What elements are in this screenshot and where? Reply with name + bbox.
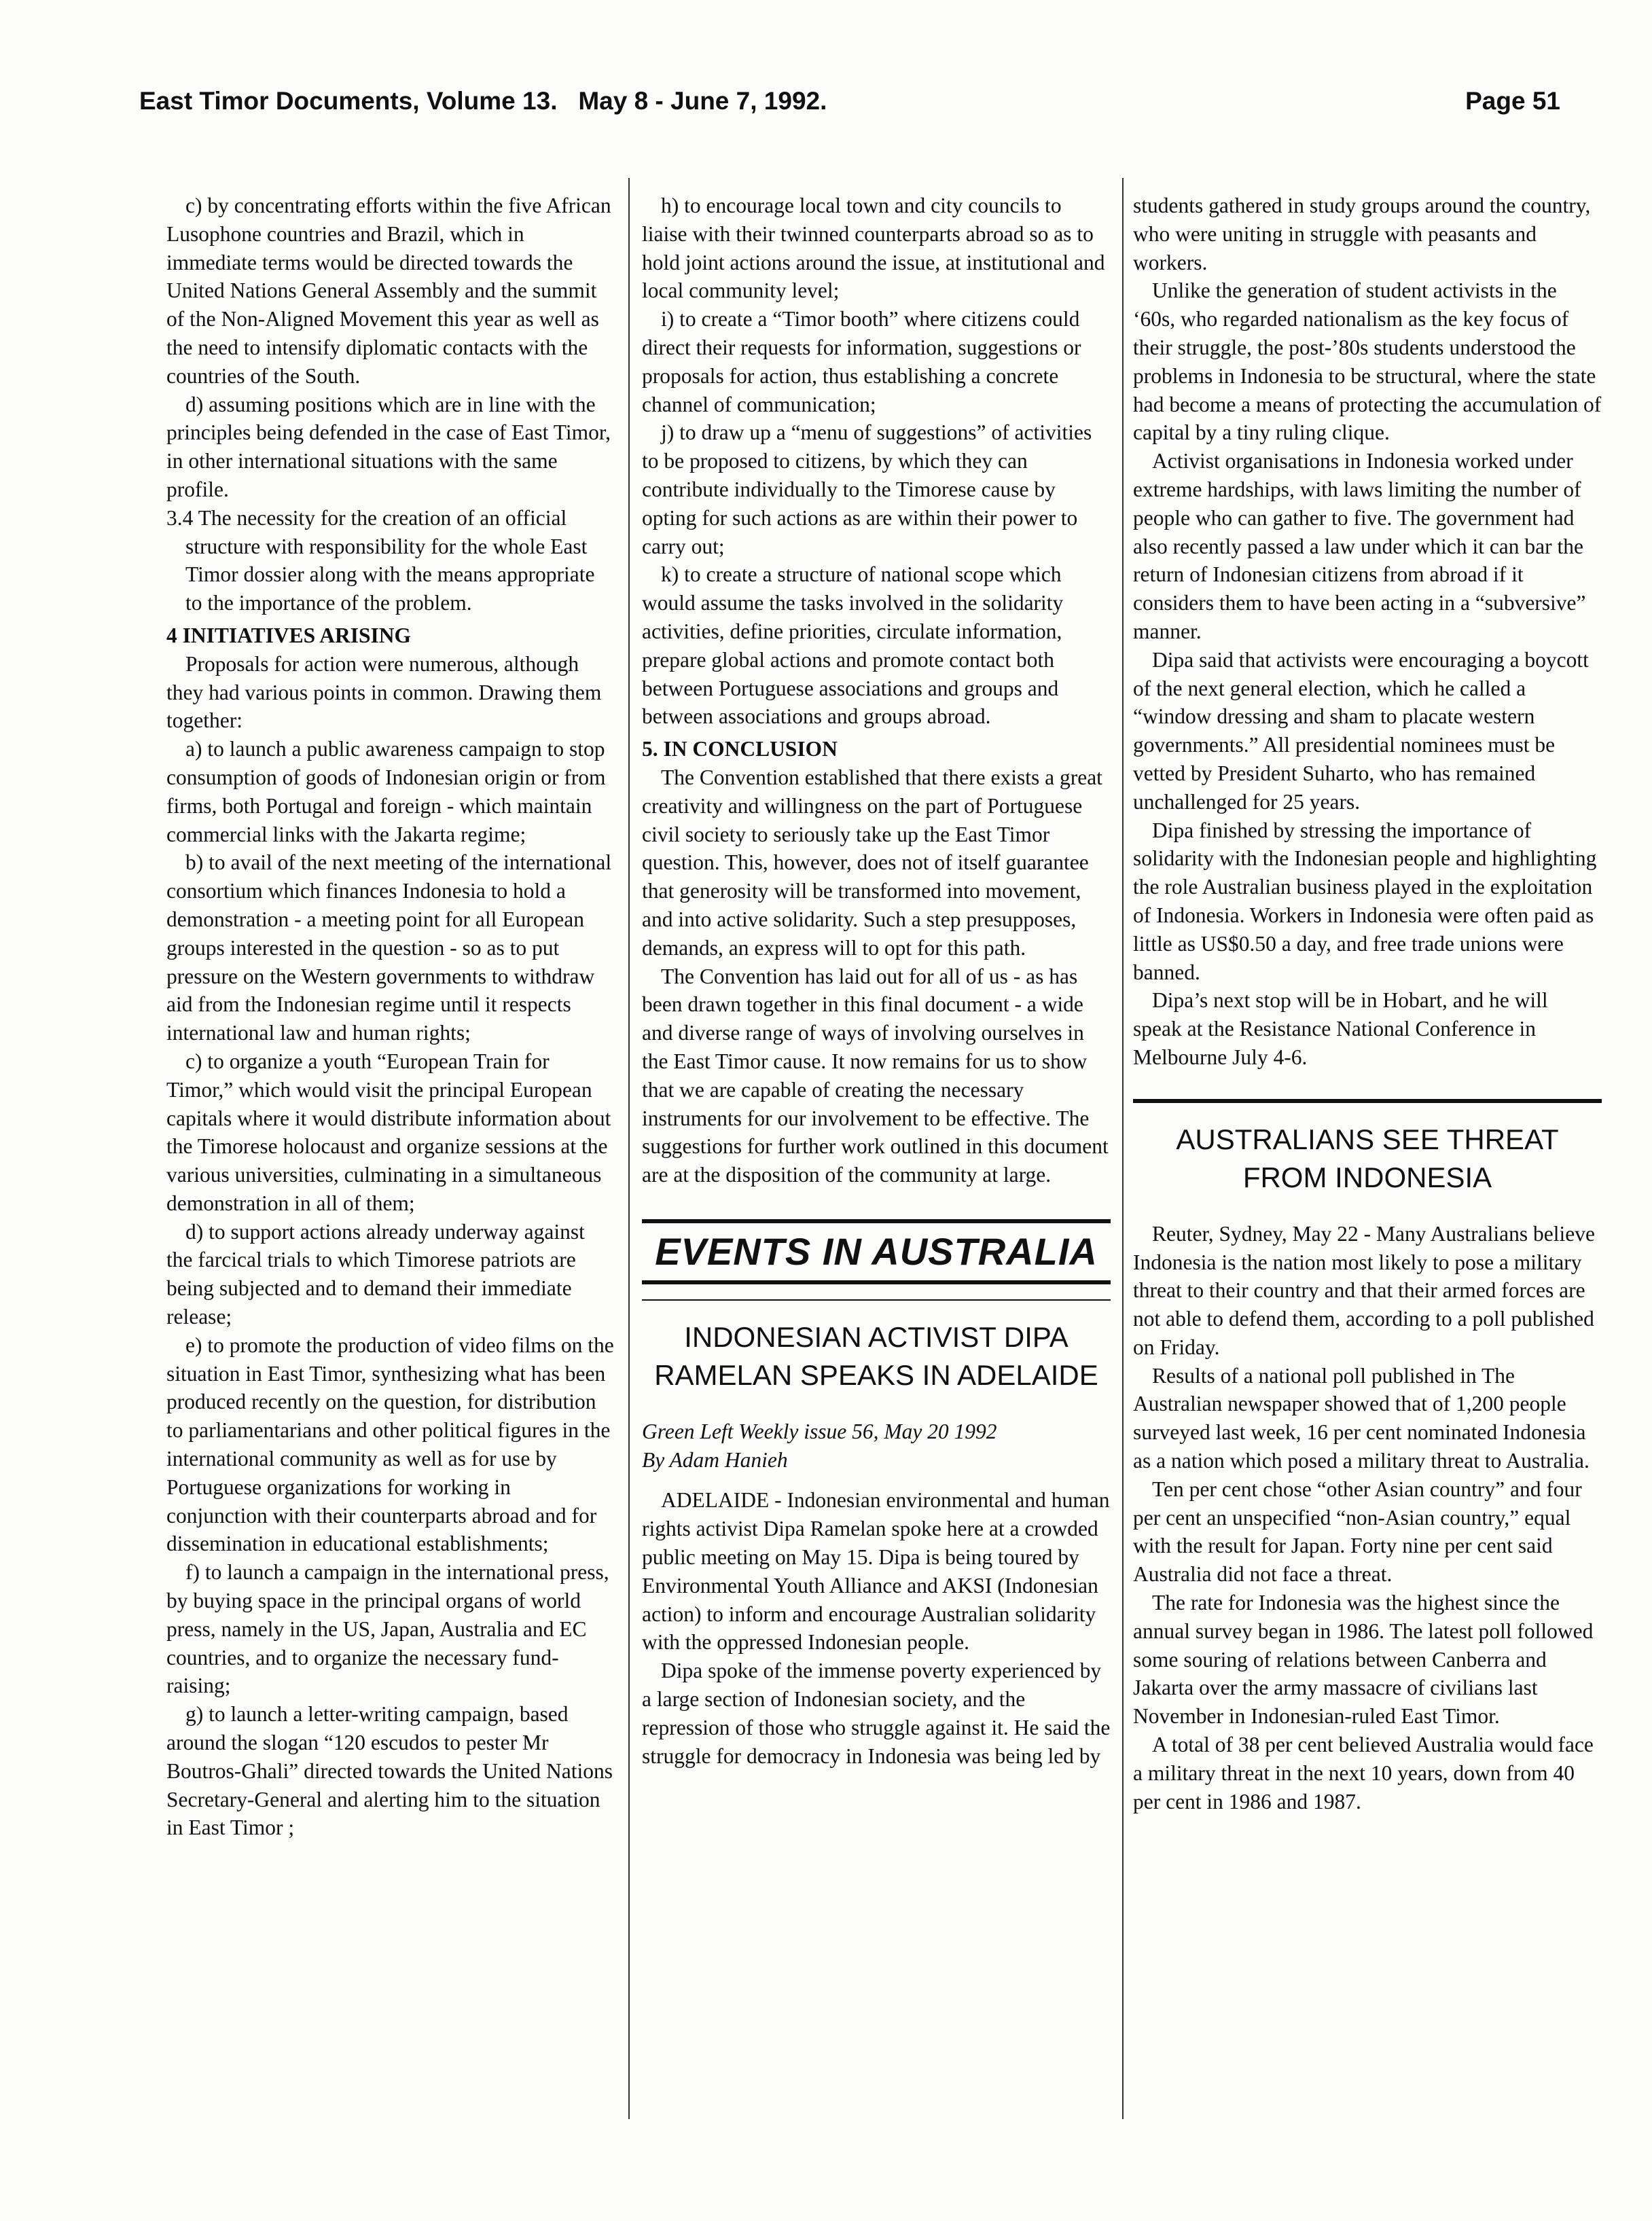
section-heading: 5. IN CONCLUSION [642,737,838,761]
list-item: k) to create a structure of national scope which would assume the tasks involved in the solidarity activities, define priorities, circulate information, prepare global actions and promote contact both between Portuguese associations and groups and between associations and groups abroad. [642,562,1064,729]
list-item: a) to launch a public awareness campaign to stop consumption of goods of Indonesian origin or from firms, both Portugal and foreign - which maintain commercial links with the Jakarta regime; [166,737,606,846]
paragraph: Reuter, Sydney, May 22 - Many Australians believe Indonesia is the nation most likely to pose a military threat to their country and that their armed forces are not able to defend them, according to a poll published on Friday. [1133,1221,1595,1359]
column-left [166,192,615,2221]
paragraph: Proposals for action were numerous, although they had various points in common. Drawing them together: [166,651,602,733]
paragraph: c) by concentrating efforts within the five African Lusophone countries and Brazil, which in immediate terms would be directed towards the United Nations General Assembly and the summit of the Non-Aligned Movement this year as well as the need to intensify diplomatic contacts with the countries of the South. [166,194,611,388]
article-divider [1133,1099,1602,1103]
list-item: b) to avail of the next meeting of the international consortium which finances Indonesia to hold a demonstration - a meeting point for all European groups interested in the question - so as to put pressure on the Western governments to withdraw aid from the Indonesian regime until it respects international law and human rights; [166,850,612,1045]
section-heading: 4 INITIATIVES ARISING [166,623,412,647]
paragraph: The Convention has laid out for all of us - as has been drawn together in this final document - a wide and diverse range of ways of involving ourselves in the East Timor cause. It now remains for us to show that we are capable of creating the necessary instruments for our involvement to be effective. The suggestions for further work outlined in this document are at the disposition of the community at large. [642,964,1109,1187]
paragraph: Dipa said that activists were encouraging a boycott of the next general election, which he called a “window dressing and sham to placate western governments.” All presidential nominees must be vetted by President Suharto, who has remained unchallenged for 25 years. [1133,647,1589,814]
list-item: f) to launch a campaign in the international press, by buying space in the principal organs of world press, namely in the US, Japan, Australia and EC countries, and to organize the necessary fund- raising; [166,1560,609,1698]
paragraph: A total of 38 per cent believed Australia would face a military threat in the next 10 years, down from 40 per cent in 1986 and 1987. [1133,1733,1594,1813]
list-item: c) to organize a youth “European Train for Timor,” which would visit the principal European capitals where it would distribute information about the Timorese holocaust and organize sessions at the various universities, culminating in a simultaneous demonstration in all of them; [166,1049,611,1215]
article-publication: Green Left Weekly issue 56, May 20 1992 [642,1419,997,1443]
publication-name: East Timor Documents, Volume 13. [139,87,558,115]
paragraph: d) assuming positions which are in line with the principles being defended in the case of East Timor, in other international situations with the same profile. [166,392,611,501]
list-item: h) to encourage local town and city councils to liaise with their twinned counterparts abroad so as to hold joint actions around the issue, at institutional and local community level; [642,194,1105,303]
list-item: j) to draw up a “menu of suggestions” of activities to be proposed to citizens, by which they can contribute individually to the Timorese cause by opting for such actions as are within their power to carry out; [642,420,1092,558]
article-source [642,1418,1111,1475]
paragraph: Ten per cent chose “other Asian country” and four per cent an unspecified “non-Asian country,” equal with the result for Japan. Forty nine per cent said Australia did not face a threat. [1133,1477,1582,1587]
running-header [139,87,1560,130]
issue-date-range: May 8 - June 7, 1992. [578,87,827,115]
column-right [1133,192,1602,2221]
publication-title [139,87,827,115]
list-item: i) to create a “Timor booth” where citizens could direct their requests for information, suggestions or proposals for action, thus establishing a concrete channel of communication; [642,307,1081,416]
page-number: Page 51 [1465,87,1560,115]
list-item: d) to support actions already underway against the farcical trials to which Timorese patriots are being subjected and to demand their immediate release; [166,1219,585,1329]
list-item: g) to launch a letter-writing campaign, based around the slogan “120 escudos to pester Mr Boutros-Ghali” directed towards the United Nations Secretary-General and alerting him to the situation in East Timor ; [166,1702,613,1840]
article-headline: INDONESIAN ACTIVIST DIPA RAMELAN SPEAKS IN ADELAIDE [654,1320,1098,1391]
article-divider [642,1299,1111,1301]
paragraph: The rate for Indonesia was the highest since the annual survey began in 1986. The latest poll followed some souring of relations between Canberra and Jakarta over the army massacre of civilians last November in Indonesian-ruled East Timor. [1133,1591,1594,1729]
column-middle [642,192,1111,2221]
paragraph: students gathered in study groups around the country, who were uniting in struggle with peasants and workers. [1133,194,1591,274]
article-headline: AUSTRALIANS SEE THREAT FROM INDONESIA [1176,1123,1559,1193]
section-banner: EVENTS IN AUSTRALIA [655,1229,1098,1273]
paragraph: Dipa finished by stressing the importance of solidarity with the Indonesian people and highlighting the role Australian business played in the exploitation of Indonesia. Workers in Indonesia were often paid as little as US$0.50 a day, and free trade unions were banned. [1133,818,1597,984]
paragraph: The Convention established that there exists a great creativity and willingness on the part of Portuguese civil society to seriously take up the East Timor question. This, however, does not of itself guarantee that generosity will be transformed into movement, and into active solidarity. Such a step presupposes, demands, an express will to opt for this path. [642,765,1102,960]
column-divider [628,178,630,2119]
paragraph: Activist organisations in Indonesia worked under extreme hardships, with laws limiting the number of people who can gather to five. The government had also recently passed a law under which it can bar the return of Indonesian citizens from abroad if it considers them to have been acting in a “subversive” manner. [1133,449,1586,643]
article-byline: By Adam Hanieh [642,1447,788,1472]
paragraph: Results of a national poll published in The Australian newspaper showed that of 1,200 people surveyed last week, 16 per cent nominated Indonesia as a nation which posed a military threat to Australia. [1133,1363,1590,1473]
paragraph: Unlike the generation of student activists in the ‘60s, who regarded nationalism as the key focus of their struggle, the post-’80s students understood the problems in Indonesia to be structural, where the state had become a means of protecting the accumulation of capital by a tiny ruling clique. [1133,278,1602,445]
column-divider [1122,178,1124,2119]
paragraph: Dipa spoke of the immense poverty experienced by a large section of Indonesian society, and the repression of those who struggle against it. He said the struggle for democracy in Indonesia was being led by [642,1659,1111,1768]
paragraph: ADELAIDE - Indonesian environmental and human rights activist Dipa Ramelan spoke here at a crowded public meeting on May 15. Dipa is being toured by Environmental Youth Alliance and AKSI (Indonesian action) to inform and encourage Australian solidarity with the oppressed Indonesian people. [642,1488,1110,1655]
list-item: e) to promote the production of video films on the situation in East Timor, synthesizing what has been produced recently on the question, for distribution to parliamentarians and other political figures in the international community as well as for use by Portuguese organizations for working in conjunction with their counterparts abroad and for dissemination in educational establishments; [166,1333,614,1556]
paragraph: Dipa’s next stop will be in Hobart, and he will speak at the Resistance National Conference in Melbourne July 4-6. [1133,988,1548,1069]
numbered-point: 3.4 The necessity for the creation of an official structure with responsibility for the whole East Timor dossier along with the means appropriate to the importance of the problem. [166,505,595,615]
